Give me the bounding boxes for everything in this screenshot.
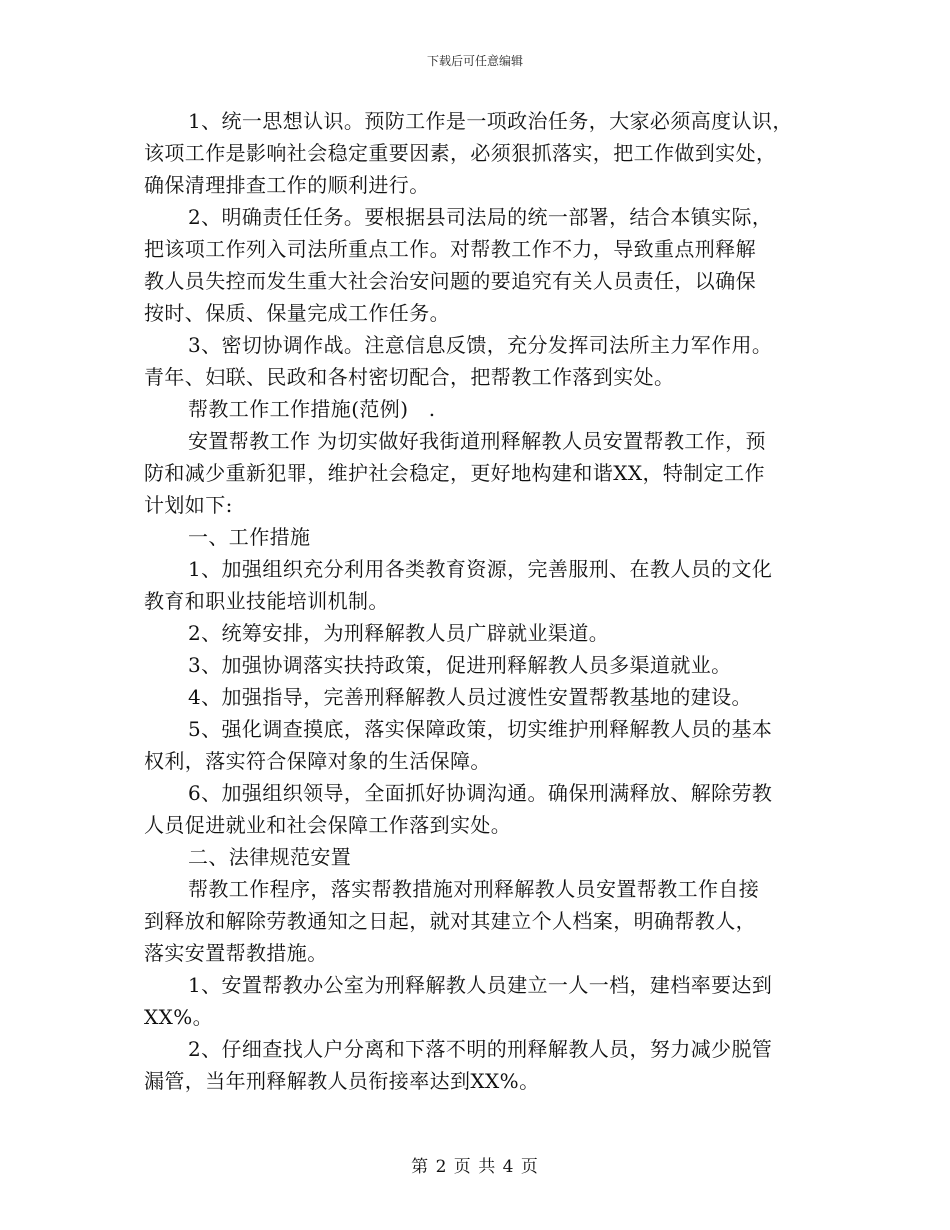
text-line: 5、强化调查摸底，落实保障政策，切实维护刑释解教人员的基本 xyxy=(188,717,773,741)
text-line: 计划如下: xyxy=(144,493,233,517)
text-line: 漏管，当年刑释解教人员衔接率达到XX%。 xyxy=(144,1069,540,1093)
text-line: 按时、保质、保量完成工作任务。 xyxy=(144,301,450,325)
page-number-footer: 第 2 页 共 4 页 xyxy=(411,1157,539,1177)
text-line: 把该项工作列入司法所重点工作。对帮教工作不力，导致重点刑释解 xyxy=(144,237,756,261)
page-header: 下载后可任意编辑 xyxy=(426,54,523,68)
text-line: 1、加强组织充分利用各类教育资源，完善服刑、在教人员的文化 xyxy=(188,557,773,581)
text-line: 6、加强组织领导，全面抓好协调沟通。确保刑满释放、解除劳教 xyxy=(188,781,773,805)
text-line: 青年、妇联、民政和各村密切配合，把帮教工作落到实处。 xyxy=(144,365,675,389)
text-line: 2、仔细查找人户分离和下落不明的刑释解教人员，努力减少脱管 xyxy=(188,1037,773,1061)
text-line: 到释放和解除劳教通知之日起，就对其建立个人档案，明确帮教人， xyxy=(144,909,756,933)
text-line: 3、密切协调作战。注意信息反馈，充分发挥司法所主力军作用。 xyxy=(188,333,773,357)
text-line: 帮教工作程序，落实帮教措施对刑释解教人员安置帮教工作自接 xyxy=(188,877,760,901)
text-line: 3、加强协调落实扶持政策，促进刑释解教人员多渠道就业。 xyxy=(188,653,732,677)
text-line: 1、安置帮教办公室为刑释解教人员建立一人一档，建档率要达到 xyxy=(188,973,773,997)
text-line: 教育和职业技能培训机制。 xyxy=(144,589,389,613)
section-heading: 二、法律规范安置 xyxy=(188,845,352,869)
text-line: 人员促进就业和社会保障工作落到实处。 xyxy=(144,813,512,837)
document-body xyxy=(144,105,816,1097)
text-line: 4、加强指导，完善刑释解教人员过渡性安置帮教基地的建设。 xyxy=(188,685,752,709)
text-line: 权利，落实符合保障对象的生活保障。 xyxy=(144,749,491,773)
text-line: 安置帮教工作 为切实做好我街道刑释解教人员安置帮教工作，预 xyxy=(188,429,766,453)
section-heading: 帮教工作工作措施(范例) . xyxy=(188,397,436,421)
text-line: XX%。 xyxy=(144,1005,214,1029)
text-line: 2、统筹安排，为刑释解教人员广辟就业渠道。 xyxy=(188,621,610,645)
text-line: 确保清理排查工作的顺利进行。 xyxy=(144,173,430,197)
text-line: 防和减少重新犯罪，维护社会稳定，更好地构建和谐XX，特制定工作 xyxy=(144,461,765,485)
text-line: 该项工作是影响社会稳定重要因素，必须狠抓落实，把工作做到实处， xyxy=(144,141,777,165)
text-line: 2、明确责任任务。要根据县司法局的统一部署，结合本镇实际， xyxy=(188,205,773,229)
text-line: 落实安置帮教措施。 xyxy=(144,941,328,965)
text-line: 教人员失控而发生重大社会治安问题的要追究有关人员责任，以确保 xyxy=(144,269,756,293)
text-line: 1、统一思想认识。预防工作是一项政治任务，大家必须高度认识， xyxy=(188,109,793,133)
section-heading: 一、工作措施 xyxy=(188,525,311,549)
